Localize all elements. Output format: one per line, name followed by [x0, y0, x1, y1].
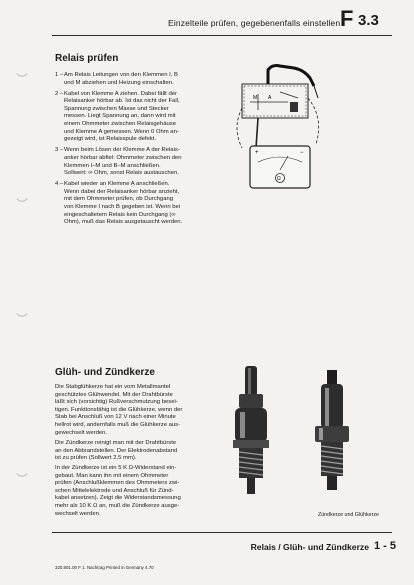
- gluehkerze-image: [233, 366, 269, 494]
- header-rule: [52, 35, 392, 36]
- list-item: [55, 147, 230, 177]
- step-text: Kabel von Klemme A ziehen. Dabei fällt der Relaisanker hörbar ab. Ist das nicht der Fall, Spannung zwischen Masse und Stecker messen. Liegt Spannung an, dann wird mit einem Ohmmeter zwischen Relaisgehäuse und Klemme A gemessen. Wenn 0 Ohm an- gezeigt wird, ist Relaisspule defekt.: [64, 90, 180, 143]
- step-number: 3 –: [55, 147, 64, 154]
- gluehkerze-para-1: Die Stabglühkerze hat ein vom Metallmantel geschütztes Glühwendel. Mit der Drahtbürste läßt sich (vorsichtig) Rußverschmutzung besei- tigen. Funktionsfähig ist die Glühkerze, wenn der Stab bei Anschluß von 12 V nach einer Minute hellrot wird, andernfalls muß die Glühkerze aus- gewechselt werden.: [55, 384, 183, 436]
- step-number: 1 –: [55, 72, 64, 78]
- page-number: 1 - 5: [373, 540, 396, 552]
- terminal-label-m: M: [253, 95, 258, 101]
- relay-ohmmeter-diagram: [228, 58, 348, 198]
- gluehkerze-heading: Glüh- und Zündkerze: [55, 367, 155, 378]
- zuendkerze-image: [315, 370, 349, 490]
- header-title: Einzelteile prüfen, gegebenenfalls einstellen: [168, 18, 341, 28]
- plugs-photo: [215, 360, 385, 510]
- step-text: Am Relais Leitungen von den Klemmen I, B und M abziehen und Heizung einschalten.: [64, 72, 178, 86]
- minus-label: −: [300, 150, 304, 156]
- footer-rule: [52, 532, 392, 533]
- section-number: 3.3: [358, 12, 379, 29]
- list-item: [55, 72, 230, 87]
- list-item: [55, 181, 230, 227]
- relais-steps: [55, 72, 230, 230]
- plus-label: +: [255, 150, 259, 156]
- relais-heading: Relais prüfen: [55, 53, 119, 64]
- gluehkerze-para-3: In der Zündkerze ist ein 5 K Ω-Widerstand ein- gebaut. Man kann ihn mit einem Ohmmeter prüfen (Anschlußklemmen des Ohmmeters zwi- schen Mittelelektrode und Anschluß für Zünd- kabel ansetzen). Zeigt die Widerstandsmessung mehr als 10 K Ω an, muß die Zündkerze ausge- wechselt werden.: [55, 465, 181, 517]
- step-text: Kabel wieder an Klemme A anschließen. Wenn dabei der Relaisanker hörbar anzieht, mit dem Ohmmeter prüfen, ob Durchgang von Klemme I nach B gegeben ist. Wenn bei eingeschaltetem Relais kein Durchgang (∞ Ohm), muß das Relais ausgetauscht werden.: [64, 181, 183, 226]
- photo-caption: Zündkerze und Glühkerze: [318, 512, 379, 518]
- binding-mark: [16, 68, 27, 79]
- list-item: [55, 91, 230, 144]
- footer-title: Relais / Glüh- und Zündkerze: [250, 542, 369, 552]
- gluehkerze-para-2: Die Zündkerze reinigt man mit der Drahtbürste an den Abbrandstellen. Der Elektrodenabstand ist zu prüfen (Sollwert 2,5 mm).: [55, 440, 178, 462]
- ohm-symbol: Ω: [277, 176, 281, 182]
- step-text: Wenn beim Lösen der Klemme A der Relais- anker hörbar abfiel: Ohmmeter zwischen den Klemmen I–M und B–M anschließen. Sollwert: ∞ Ohm, sonst Relais austauschen.: [64, 147, 182, 177]
- binding-mark: [16, 468, 27, 479]
- terminal-label-a: A: [268, 95, 272, 101]
- binding-mark: [16, 308, 27, 319]
- step-number: 2 –: [55, 90, 64, 97]
- step-number: 4 –: [55, 181, 64, 188]
- section-letter: F: [340, 6, 354, 31]
- print-line: 320.801.00 F 1. Nachtrag Printed in Germany 4.70: [55, 565, 154, 570]
- binding-mark: [16, 193, 27, 204]
